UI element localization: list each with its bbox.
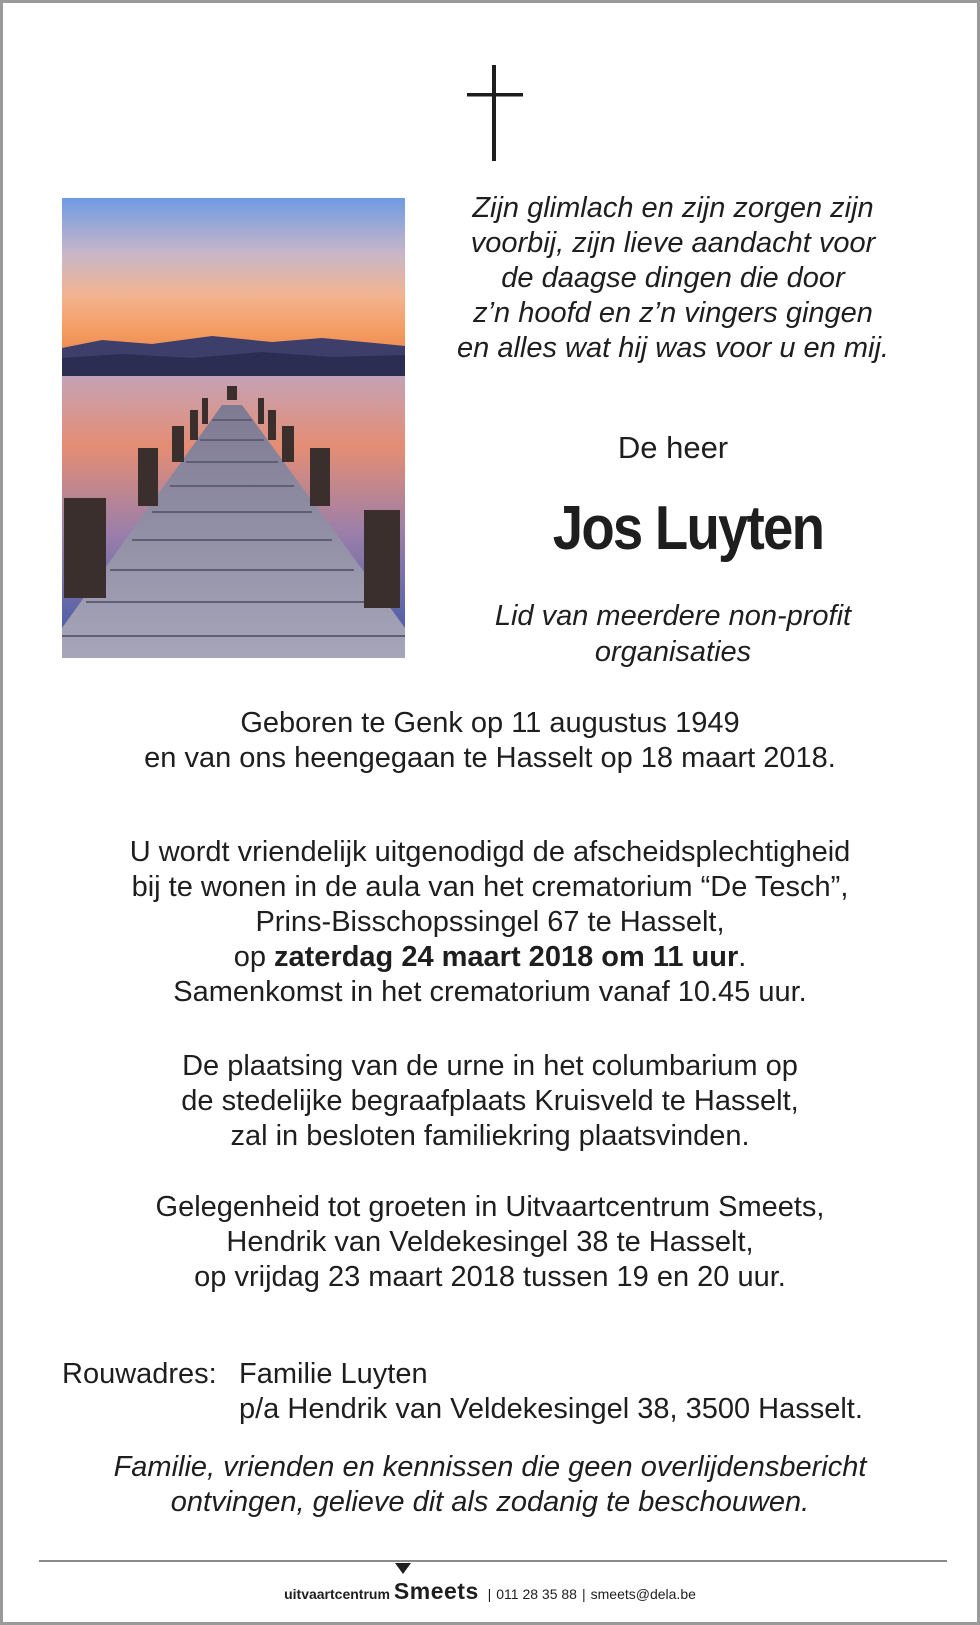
date-suffix: .	[738, 941, 747, 973]
poem-line: z’n hoofd en z’n vingers gingen	[473, 297, 873, 329]
closing-line: ontvingen, gelieve dit als zodanig te beschouwen.	[170, 1486, 810, 1518]
brand-name: Smeets	[393, 1578, 479, 1604]
brand-prefix: uitvaartcentrum	[284, 1586, 390, 1602]
death-line: en van ons heengegaan te Hasselt op 18 maart 2018.	[144, 742, 836, 774]
greeting-info	[3, 1190, 977, 1295]
email-address[interactable]: smeets@dela.be	[590, 1586, 696, 1602]
birth-line: Geboren te Genk op 11 augustus 1949	[240, 707, 740, 739]
ceremony-date: zaterdag 24 maart 2018 om 11 uur	[274, 941, 739, 973]
gathering-line: Samenkomst in het crematorium vanaf 10.45 uur.	[173, 976, 807, 1008]
invitation-line: bij te wonen in de aula van het crematorium “De Tesch”,	[131, 871, 849, 903]
closing-line: Familie, vrienden en kennissen die geen overlijdensbericht	[113, 1451, 867, 1483]
greeting-line: op vrijdag 23 maart 2018 tussen 19 en 20 uur.	[194, 1261, 786, 1293]
poem-line: Zijn glimlach en zijn zorgen zijn	[472, 192, 874, 224]
ceremony-invitation	[3, 835, 977, 1010]
poem-line: voorbij, zijn lieve aandacht voor	[470, 227, 876, 259]
role-line: organisaties	[594, 636, 752, 668]
closing-note	[3, 1450, 977, 1520]
address-line: p/a Hendrik van Veldekesingel 38, 3500 Hasselt.	[239, 1393, 863, 1425]
family-name: Familie Luyten	[239, 1358, 428, 1390]
deceased-role	[433, 598, 913, 670]
urn-line: zal in besloten familiekring plaatsvinden.	[230, 1120, 750, 1152]
cross-icon	[467, 65, 523, 161]
pier-sunset-photo	[62, 198, 405, 658]
separator: |	[487, 1586, 492, 1602]
urn-line: De plaatsing van de urne in het columbarium op	[182, 1050, 798, 1082]
deceased-name: Jos Luyten	[552, 494, 824, 563]
poem-line: de daagse dingen die door	[501, 262, 845, 294]
greeting-line: Hendrik van Veldekesingel 38 te Hasselt,	[226, 1226, 754, 1258]
invitation-line: Prins-Bisschopssingel 67 te Hasselt,	[255, 906, 725, 938]
urn-placement	[3, 1049, 977, 1154]
role-line: Lid van meerdere non-profit	[494, 600, 852, 632]
ceremony-date-line	[3, 940, 977, 975]
separator: |	[581, 1586, 586, 1602]
invitation-line: U wordt vriendelijk uitgenodigd de afscheidsplechtigheid	[129, 836, 851, 868]
address-label: Rouwadres:	[62, 1358, 217, 1390]
triangle-down-icon	[395, 1563, 411, 1574]
date-prefix: op	[233, 941, 275, 973]
urn-line: de stedelijke begraafplaats Kruisveld te Hasselt,	[181, 1085, 799, 1117]
birth-death-info	[3, 706, 977, 776]
phone-number: 011 28 35 88	[496, 1586, 577, 1602]
footer-divider	[39, 1560, 947, 1562]
funeral-home-footer	[3, 1577, 977, 1608]
poem-line: en alles wat hij was voor u en mij.	[457, 332, 889, 364]
salutation: De heer	[617, 430, 729, 465]
memorial-poem	[433, 191, 913, 366]
greeting-line: Gelegenheid tot groeten in Uitvaartcentrum Smeets,	[155, 1191, 825, 1223]
